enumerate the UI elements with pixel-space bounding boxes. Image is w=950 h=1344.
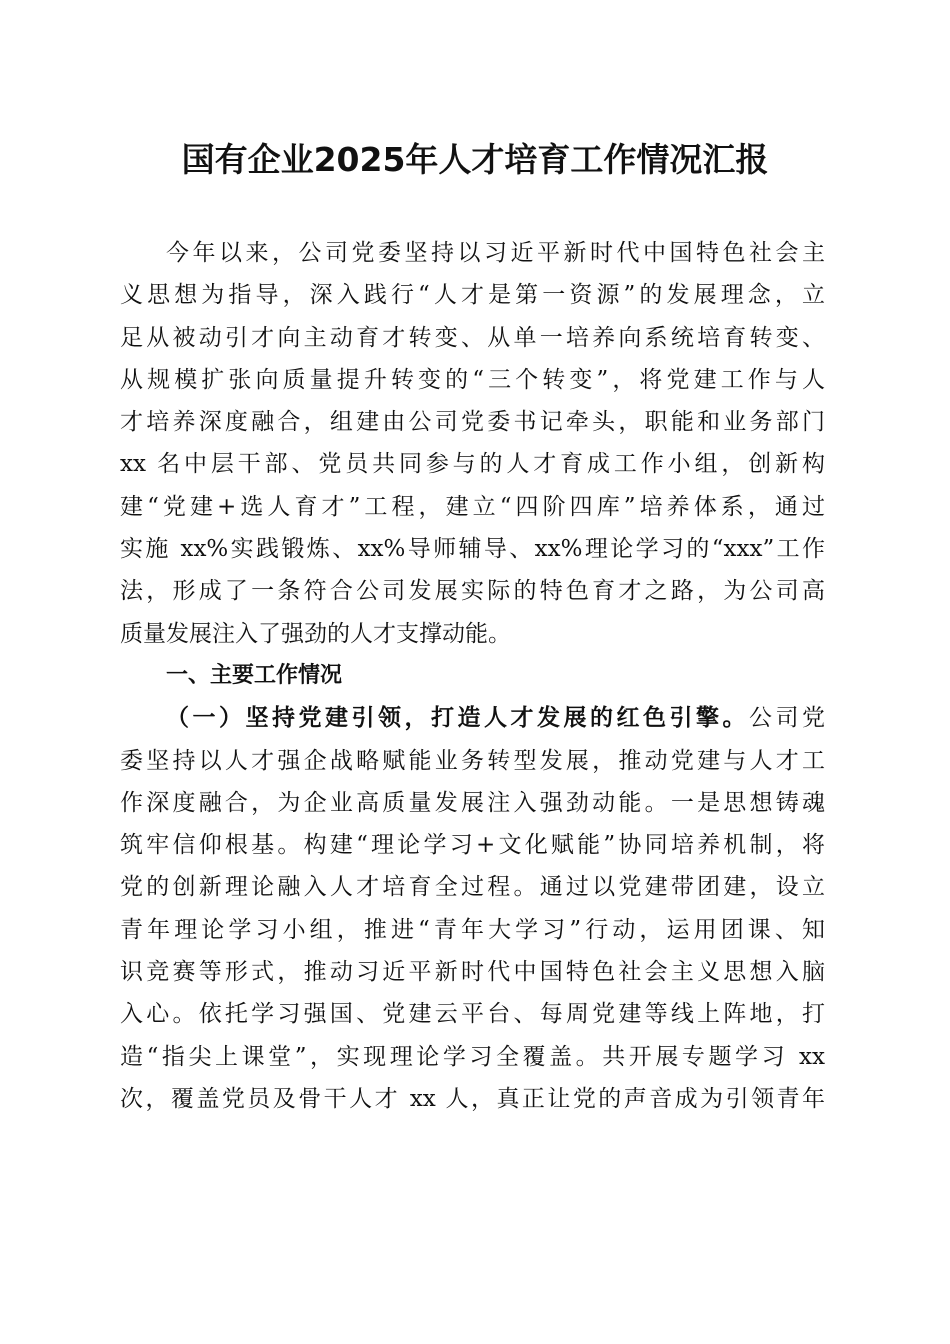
subsection-first-line-text: 公司党 [749, 705, 825, 732]
section-heading: 一、主要工作情况 [166, 662, 343, 688]
paragraph-line: 足从被动引才向主动育才转变、从单一培养向系统培育转变、 [120, 324, 825, 351]
paragraph-line: 作深度融合，为企业高质量发展注入强劲动能。一是思想铸魂 [120, 789, 825, 816]
paragraph-line: 从规模扩张向质量提升转变的“三个转变”，将党建工作与人 [120, 366, 825, 393]
paragraph-line: 义思想为指导，深入践行“人才是第一资源”的发展理念，立 [120, 282, 825, 309]
paragraph-line: 实施 xx%实践锻炼、xx%导师辅导、xx%理论学习的“xxx”工作 [120, 536, 825, 563]
paragraph-line: 青年理论学习小组，推进“青年大学习”行动，运用团课、知 [120, 916, 825, 943]
document-body [120, 232, 825, 1120]
paragraph-line: 入心。依托学习强国、党建云平台、每周党建等线上阵地，打 [120, 1001, 825, 1028]
paragraph-line: 建“党建+选人育才”工程，建立“四阶四库”培养体系，通过 [120, 493, 825, 520]
subsection-title: （一）坚持党建引领，打造人才发展的红色引擎。 [166, 704, 749, 732]
subsection-first-line [120, 697, 825, 739]
paragraph-line: 识竞赛等形式，推动习近平新时代中国特色社会主义思想入脑 [120, 959, 825, 986]
paragraph-line: 今年以来，公司党委坚持以习近平新时代中国特色社会主 [166, 240, 825, 266]
paragraph-line: 次，覆盖党员及骨干人才 xx 人，真正让党的声音成为引领青年 [120, 1085, 825, 1112]
paragraph-line: 质量发展注入了强劲的人才支撑动能。 [120, 620, 511, 647]
paragraph-line: 党的创新理论融入人才培育全过程。通过以党建带团建，设立 [120, 874, 825, 901]
paragraph-line: 委坚持以人才强企战略赋能业务转型发展，推动党建与人才工 [120, 747, 825, 774]
paragraph-line: 造“指尖上课堂”，实现理论学习全覆盖。共开展专题学习 xx [120, 1043, 825, 1070]
document-title: 国有企业2025年人才培育工作情况汇报 [181, 140, 769, 179]
paragraph-line: 才培养深度融合，组建由公司党委书记牵头，职能和业务部门 [120, 409, 825, 436]
paragraph-line: 筑牢信仰根基。构建“理论学习+文化赋能”协同培养机制，将 [120, 832, 825, 859]
paragraph-line: 法，形成了一条符合公司发展实际的特色育才之路，为公司高 [120, 578, 825, 605]
paragraph-line: xx 名中层干部、党员共同参与的人才育成工作小组，创新构 [120, 451, 825, 478]
